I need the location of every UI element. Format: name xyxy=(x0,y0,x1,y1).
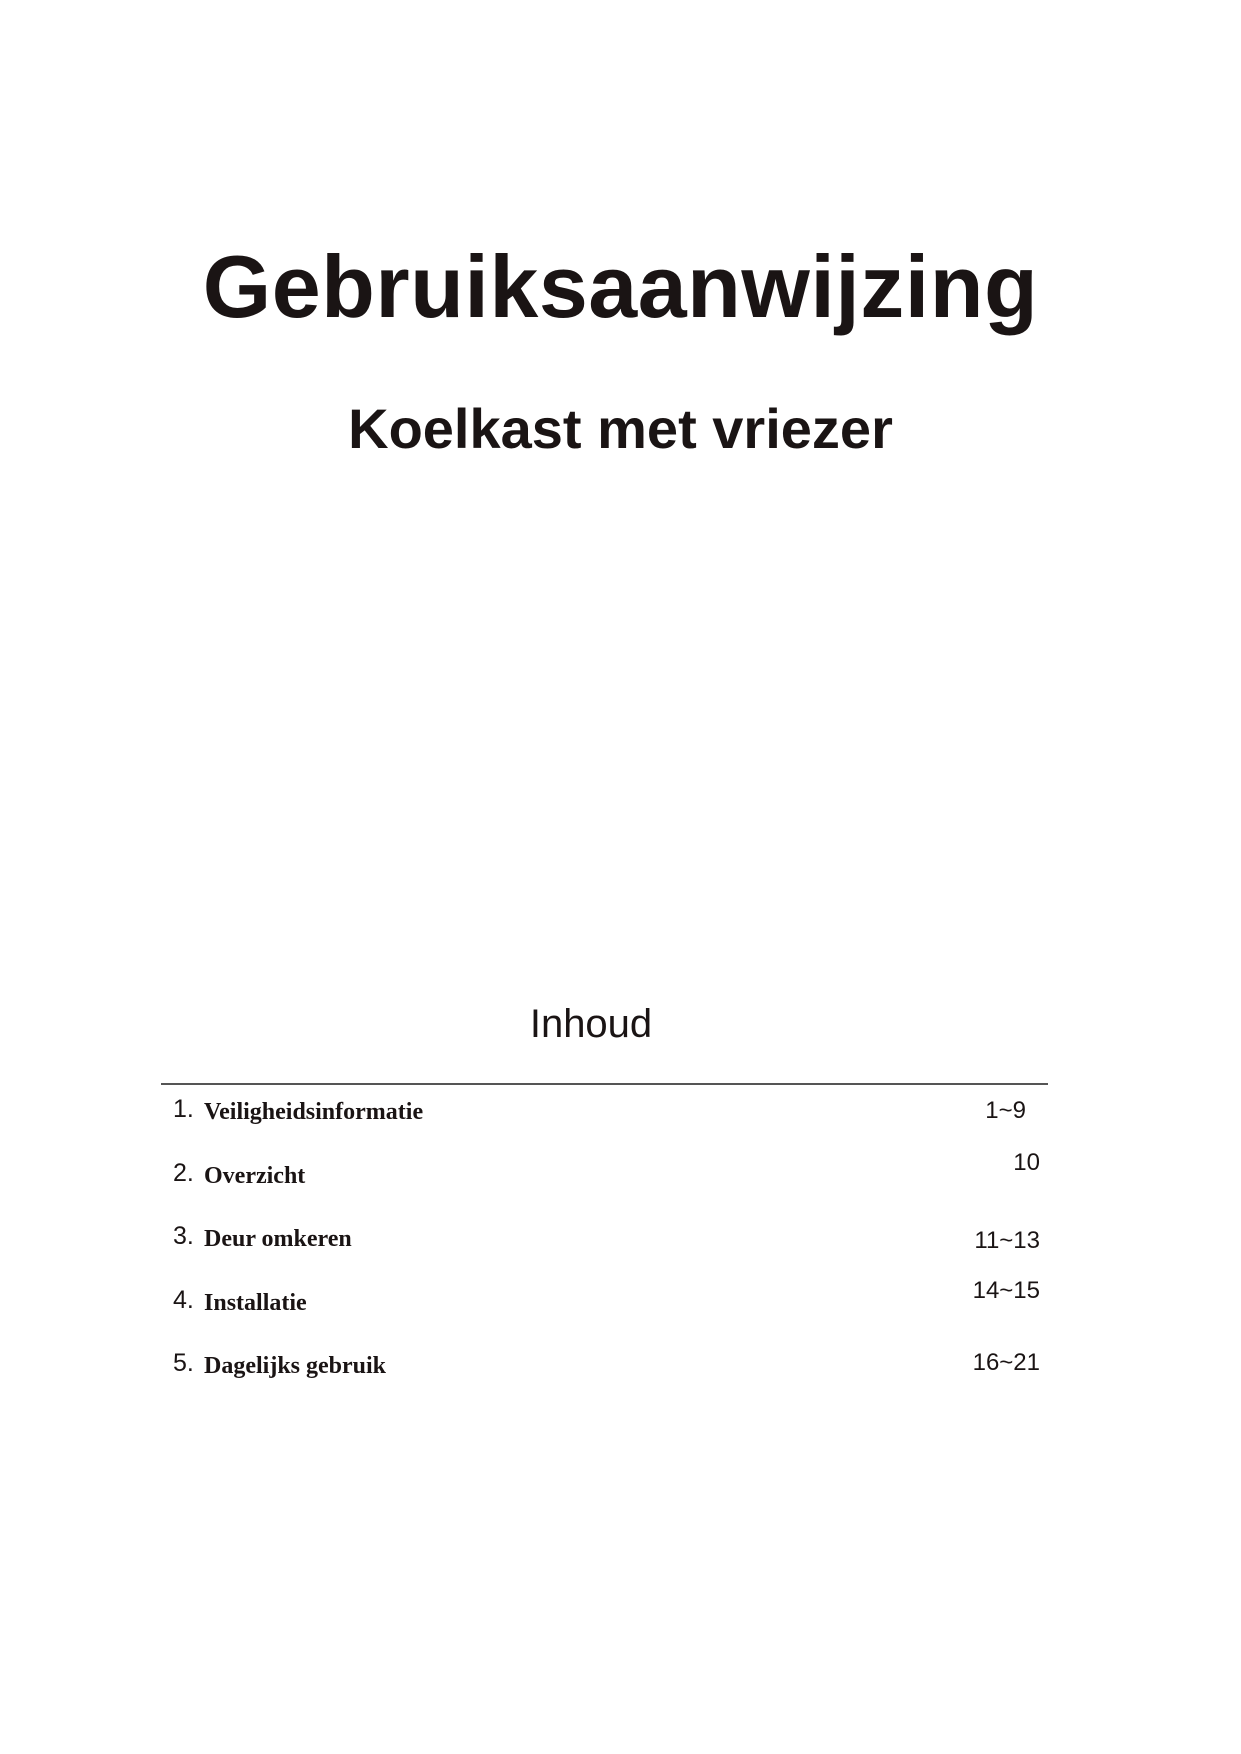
toc-item-label: Overzicht xyxy=(204,1163,306,1189)
toc-item-veiligheidsinformatie[interactable] xyxy=(173,1094,1048,1134)
toc-item-overzicht[interactable] xyxy=(173,1149,1048,1198)
toc-item-pages: 16~21 xyxy=(972,1349,1040,1376)
toc-item-label: Deur omkeren xyxy=(204,1226,352,1252)
toc-item-pages: 10 xyxy=(1013,1149,1040,1176)
toc-item-dagelijks-gebruik[interactable] xyxy=(173,1348,1048,1388)
document-subtitle: Koelkast met vriezer xyxy=(348,397,893,460)
toc-item-pages: 14~15 xyxy=(972,1277,1040,1304)
toc-item-number: 2. xyxy=(173,1159,194,1187)
toc-item-number: 4. xyxy=(173,1286,194,1314)
toc-item-pages: 11~13 xyxy=(974,1227,1040,1254)
toc-item-number: 1. xyxy=(173,1095,194,1123)
toc-item-number: 3. xyxy=(173,1222,194,1250)
toc-item-number: 5. xyxy=(173,1349,194,1377)
toc-item-label: Installatie xyxy=(204,1290,307,1316)
document-title: Gebruiksaanwijzing xyxy=(202,237,1039,336)
toc-item-installatie[interactable] xyxy=(173,1277,1048,1325)
toc-item-deur-omkeren[interactable] xyxy=(173,1221,1048,1261)
toc-item-label: Dagelijks gebruik xyxy=(204,1353,387,1379)
toc-item-label: Veiligheidsinformatie xyxy=(204,1099,424,1125)
toc-item-pages: 1~9 xyxy=(985,1097,1026,1124)
toc-heading: Inhoud xyxy=(529,1002,653,1046)
